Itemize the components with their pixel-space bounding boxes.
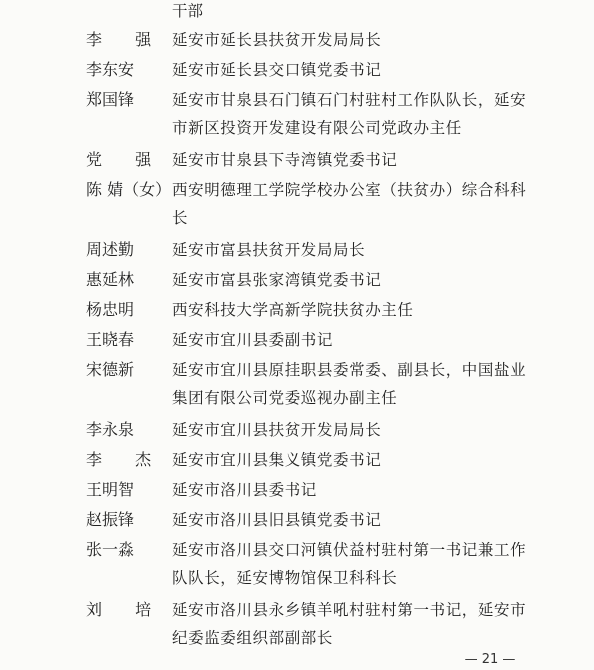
person-name: 李东安	[86, 60, 135, 79]
person-name: 李 强	[86, 30, 166, 49]
position-description: 延安市洛川县永乡镇羊吼村驻村第一书记，延安市纪委监委组织部副部长	[172, 601, 527, 647]
position-description: 延安市宜川县集义镇党委书记	[172, 451, 382, 469]
page-number: — 21 —	[464, 652, 516, 667]
person-name: 惠延林	[86, 270, 135, 289]
person-name: 赵振锋	[86, 510, 135, 529]
person-name: 郑国锋	[86, 90, 135, 109]
position-description: 延安市宜川县委副书记	[172, 331, 334, 349]
position-description: 延安市甘泉县下寺湾镇党委书记	[172, 151, 398, 169]
person-name: 杨忠明	[86, 300, 135, 319]
person-name: 周述勤	[86, 240, 135, 259]
person-name: 刘 培	[86, 600, 166, 619]
position-description: 延安市富县张家湾镇党委书记	[172, 271, 382, 289]
position-description: 延安市宜川县原挂职县委常委、副县长，中国盐业集团有限公司党委巡视办副主任	[172, 361, 527, 407]
position-description: 西安明德理工学院学校办公室（扶贫办）综合科科长	[172, 181, 527, 227]
position-description: 延安市洛川县交口河镇伏益村驻村第一书记兼工作队队长，延安博物馆保卫科科长	[172, 541, 527, 587]
position-description: 延安市延长县扶贫开发局局长	[172, 31, 382, 49]
watermark-logo	[562, 630, 590, 660]
position-description: 延安市富县扶贫开发局局长	[172, 241, 366, 259]
person-name: 党 强	[86, 150, 166, 169]
person-name: 张一淼	[86, 540, 135, 559]
person-name: 王晓春	[86, 330, 135, 349]
position-description: 延安市洛川县委书记	[172, 481, 317, 499]
person-name: 宋德新	[86, 360, 135, 379]
person-name: 李 杰	[86, 450, 166, 469]
position-description: 延安市宜川县扶贫开发局局长	[172, 421, 382, 439]
person-name: 陈 婧（女）	[86, 180, 172, 199]
person-name: 李永泉	[86, 420, 135, 439]
continuation-text: 干部	[172, 2, 204, 20]
position-description: 西安科技大学高新学院扶贫办主任	[172, 301, 414, 319]
person-name: 王明智	[86, 480, 135, 499]
position-description: 延安市洛川县旧县镇党委书记	[172, 511, 382, 529]
position-description: 延安市甘泉县石门镇石门村驻村工作队队长，延安市新区投资开发建设有限公司党政办主任	[172, 91, 527, 137]
position-description: 延安市延长县交口镇党委书记	[172, 61, 382, 79]
